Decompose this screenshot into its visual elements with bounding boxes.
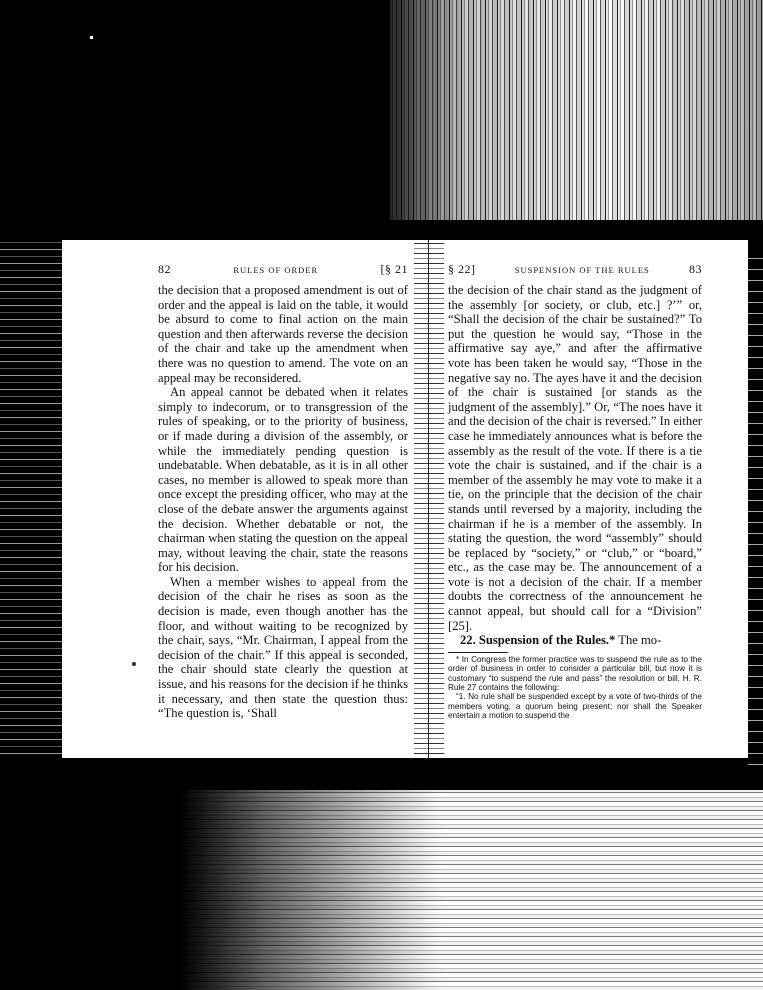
left-paragraph: When a member wishes to appeal from the decision of the chair he rises as soon as the decision is made, even though another has the floor, and without waiting to be recognized by the chair, says, “Mr. Chairman, I appeal from the decision of the chair.” If this appeal is seconded, the chair should state clearly the question at issue, and his reasons for the decision if he thinks it necessary, and then state the question thus: “The question is, ‘Shall: [158, 574, 408, 721]
right-body-text: [448, 283, 702, 648]
scan-artifact-right-edge: [748, 250, 763, 770]
scan-artifact-left-edge: [0, 240, 62, 760]
footnotes: [448, 655, 702, 721]
scan-artifact-bottom-shade: [180, 790, 763, 990]
footnote: “1. No rule shall be suspended except by a vote of two-thirds of the members voting, a quorum being present; nor shall the Speaker entertain a motion to suspend the: [448, 692, 702, 721]
right-running-head: [448, 262, 702, 277]
left-page: [62, 240, 414, 758]
left-running-title: RULES OF ORDER: [233, 265, 319, 275]
left-paragraph: An appeal cannot be debated when it relates simply to indecorum, or to transgression of the rules of speaking, or to the priority of business, or if made during a division of the assembly, or while the immediately pending question is undebatable. When debatable, as it is in all other cases, no member is allowed to speak more than once except the presiding officer, who may at the close of the debate answer the arguments against the decision. Whether debatable or not, the chairman when stating the question on the appeal may, without leaving the chair, state the reasons for his decision.: [158, 385, 408, 575]
gutter-line: [428, 240, 429, 758]
right-page: [444, 240, 748, 758]
section-22-paragraph: [448, 633, 702, 648]
right-running-title: SUSPENSION OF THE RULES: [514, 265, 650, 275]
left-running-head: [158, 262, 408, 277]
left-section-ref: [§ 21: [380, 262, 408, 276]
book-gutter: [414, 240, 444, 758]
footnote-rule: [448, 652, 508, 653]
right-paragraph: the decision of the chair stand as the judgment of the assembly [or society, or club, etc.] ?’” or, “Shall the decision of the chair be sustained?” To put the question he would say, “Those in the affirmative say aye,” and after the affirmative vote has been taken he would say, “Those in the negative say no. The ayes have it and the decision of the chair is sustained [or stands as the judgment of the assembly].” Or, “The noes have it and the decision of the chair is reversed.” In either case he immediately announces what is before the assembly as the result of the vote. If there is a tie vote the chair is sustained, and if the chair is a member of the assembly he may vote to make it a tie, on the principle that the decision of the chair stands until reversed by a majority, including the chairman if he is a member of the assembly. In stating the question, the word “assembly” should be replaced by “society,” or “club,” or “board,” etc., as the case may be. The announcement of a vote is not a decision of the chair. If a member doubts the correctness of the announcement he cannot appeal, but should call for a “Division” [25].: [448, 283, 702, 633]
right-section-ref: § 22]: [448, 262, 476, 276]
scan-speck: [90, 36, 93, 39]
left-paragraph: the decision that a proposed amendment is out of order and the appeal is laid on the table, it would be absurd to come to final action on the main question and then afterwards reverse the decision of the chair and take up the amendment when there was no question to amend. The vote on an appeal may be reconsidered.: [158, 283, 408, 385]
section-start-text: The mo-: [615, 633, 662, 648]
left-page-number: 82: [158, 262, 171, 276]
section-heading: 22. Suspension of the Rules.*: [460, 633, 616, 648]
scan-artifact-top-shade: [390, 0, 763, 220]
footnote: * In Congress the former practice was to suspend the rule as to the order of business in order to consider a particular bill, but now it is customary “to suspend the rule and pass” the resolution or bill. H. R. Rule 27 contains the following:: [448, 654, 702, 693]
book-spread: [62, 240, 748, 758]
right-page-number: 83: [688, 262, 702, 276]
left-body-text: [158, 283, 408, 721]
margin-dot: [132, 662, 136, 666]
